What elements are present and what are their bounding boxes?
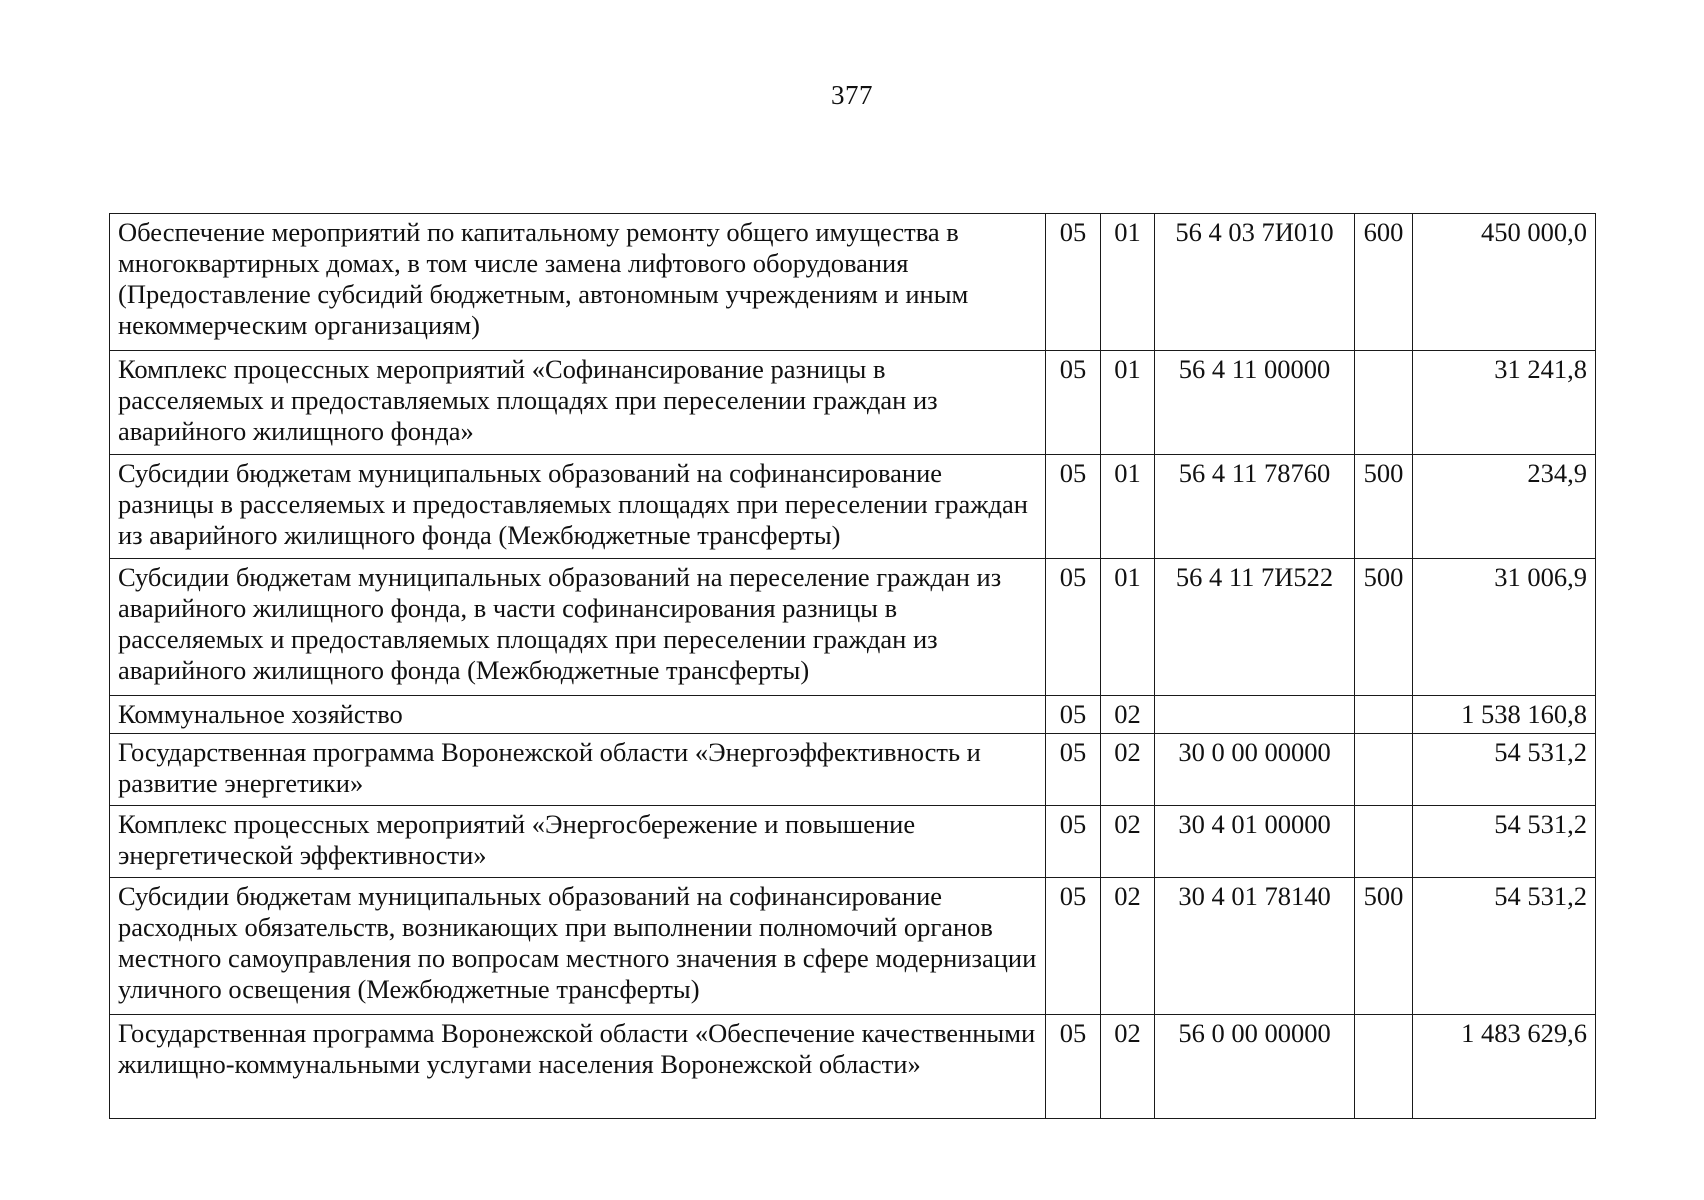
row-amount: 1 483 629,6: [1413, 1015, 1596, 1119]
row-expense-type: [1355, 806, 1413, 878]
row-target-code: [1155, 696, 1355, 734]
row-target-code: 30 4 01 78140: [1155, 878, 1355, 1015]
row-name: Субсидии бюджетам муниципальных образований на софинансирование расходных обязательств, возникающих при выполнении полномочий органов местного самоуправления по вопросам местного значения в сфере модернизации уличного освещения (Межбюджетные трансферты): [110, 878, 1046, 1015]
row-amount: 54 531,2: [1413, 878, 1596, 1015]
row-section-code: 05: [1046, 696, 1101, 734]
row-subsection-code: 02: [1101, 696, 1155, 734]
row-target-code: 56 4 11 78760: [1155, 455, 1355, 559]
row-expense-type: [1355, 351, 1413, 455]
row-amount: 450 000,0: [1413, 214, 1596, 351]
budget-table: [109, 213, 1596, 1119]
row-expense-type: [1355, 1015, 1413, 1119]
row-subsection-code: 02: [1101, 1015, 1155, 1119]
table-row: [110, 351, 1596, 455]
row-amount: 31 006,9: [1413, 559, 1596, 696]
table-row: [110, 878, 1596, 1015]
row-expense-type: 500: [1355, 878, 1413, 1015]
row-target-code: 56 4 11 7И522: [1155, 559, 1355, 696]
row-subsection-code: 02: [1101, 806, 1155, 878]
row-section-code: 05: [1046, 734, 1101, 806]
table-row: [110, 734, 1596, 806]
row-target-code: 56 4 03 7И010: [1155, 214, 1355, 351]
row-subsection-code: 01: [1101, 455, 1155, 559]
row-expense-type: [1355, 696, 1413, 734]
row-subsection-code: 01: [1101, 559, 1155, 696]
row-expense-type: [1355, 734, 1413, 806]
row-target-code: 30 4 01 00000: [1155, 806, 1355, 878]
row-expense-type: 500: [1355, 455, 1413, 559]
row-section-code: 05: [1046, 455, 1101, 559]
row-subsection-code: 01: [1101, 351, 1155, 455]
row-name: Субсидии бюджетам муниципальных образований на софинансирование разницы в расселяемых и предоставляемых площадях при переселении граждан из аварийного жилищного фонда (Межбюджетные трансферты): [110, 455, 1046, 559]
row-amount: 1 538 160,8: [1413, 696, 1596, 734]
row-amount: 31 241,8: [1413, 351, 1596, 455]
table-row: [110, 559, 1596, 696]
table-row: [110, 214, 1596, 351]
row-section-code: 05: [1046, 1015, 1101, 1119]
row-section-code: 05: [1046, 878, 1101, 1015]
row-section-code: 05: [1046, 351, 1101, 455]
table-row: [110, 696, 1596, 734]
row-name: Государственная программа Воронежской области «Обеспечение качественными жилищно-коммунальными услугами населения Воронежской области»: [110, 1015, 1046, 1119]
row-section-code: 05: [1046, 559, 1101, 696]
row-subsection-code: 02: [1101, 878, 1155, 1015]
table-row: [110, 806, 1596, 878]
row-name: Комплекс процессных мероприятий «Софинансирование разницы в расселяемых и предоставляемых площадях при переселении граждан из аварийного жилищного фонда»: [110, 351, 1046, 455]
row-name: Субсидии бюджетам муниципальных образований на переселение граждан из аварийного жилищного фонда, в части софинансирования разницы в расселяемых и предоставляемых площадях при переселении граждан из аварийного жилищного фонда (Межбюджетные трансферты): [110, 559, 1046, 696]
table-row: [110, 455, 1596, 559]
row-amount: 54 531,2: [1413, 806, 1596, 878]
row-section-code: 05: [1046, 806, 1101, 878]
row-name: Коммунальное хозяйство: [110, 696, 1046, 734]
row-target-code: 30 0 00 00000: [1155, 734, 1355, 806]
row-name: Обеспечение мероприятий по капитальному ремонту общего имущества в многоквартирных домах, в том числе замена лифтового оборудования (Предоставление субсидий бюджетным, автономным учреждениям и иным некоммерческим организациям): [110, 214, 1046, 351]
row-subsection-code: 02: [1101, 734, 1155, 806]
page-number: 377: [831, 80, 873, 110]
row-name: Государственная программа Воронежской области «Энергоэффективность и развитие энергетики»: [110, 734, 1046, 806]
row-expense-type: 600: [1355, 214, 1413, 351]
row-amount: 234,9: [1413, 455, 1596, 559]
table-row: [110, 1015, 1596, 1119]
row-target-code: 56 0 00 00000: [1155, 1015, 1355, 1119]
row-amount: 54 531,2: [1413, 734, 1596, 806]
row-expense-type: 500: [1355, 559, 1413, 696]
row-subsection-code: 01: [1101, 214, 1155, 351]
row-name: Комплекс процессных мероприятий «Энергосбережение и повышение энергетической эффективности»: [110, 806, 1046, 878]
row-section-code: 05: [1046, 214, 1101, 351]
row-target-code: 56 4 11 00000: [1155, 351, 1355, 455]
